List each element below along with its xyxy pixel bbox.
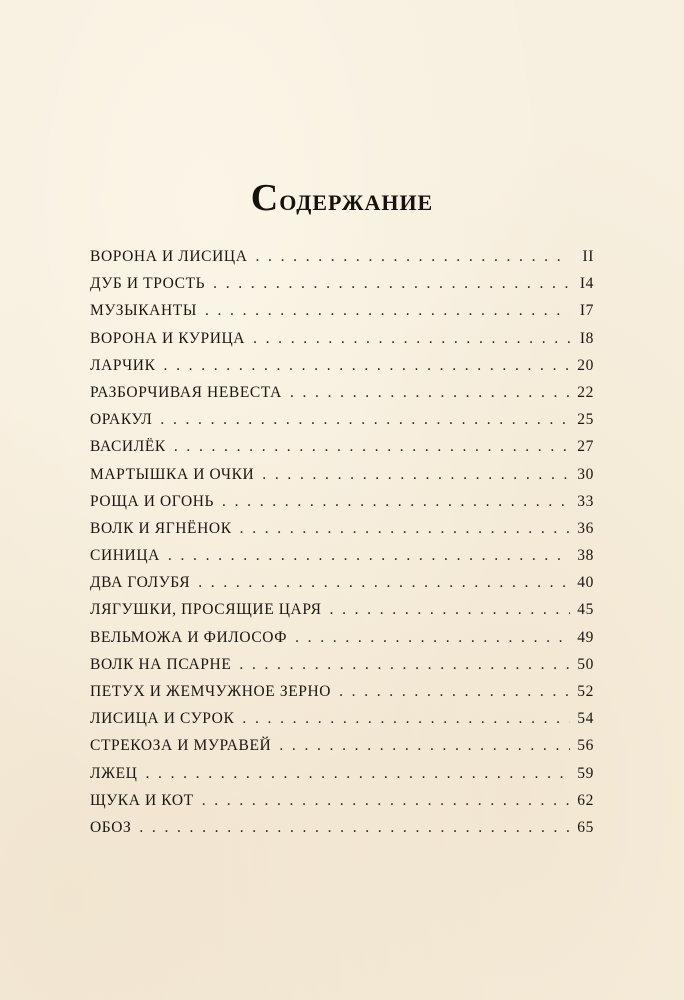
leader-dots xyxy=(239,656,570,674)
toc-entry-title: ДВА ГОЛУБЯ xyxy=(90,574,191,592)
toc-page-number: 65 xyxy=(577,818,594,836)
toc-page-number: 27 xyxy=(577,438,594,456)
leader-dots xyxy=(205,302,570,320)
leader-dots xyxy=(202,792,570,810)
toc-page-number: II xyxy=(582,248,594,265)
title-rest: одержание xyxy=(279,181,434,217)
leader-dots xyxy=(213,275,570,293)
toc-entry[interactable] xyxy=(90,547,594,574)
toc-entry-title: ОРАКУЛ xyxy=(90,411,153,429)
leader-dots xyxy=(145,765,570,783)
page-title xyxy=(0,176,684,220)
leader-dots xyxy=(330,601,570,619)
leader-dots xyxy=(339,683,570,701)
leader-dots xyxy=(139,819,570,837)
toc-entry[interactable] xyxy=(90,411,594,438)
table-of-contents xyxy=(90,248,594,846)
toc-entry[interactable] xyxy=(90,493,594,520)
toc-entry-title: ВОЛК НА ПСАРНЕ xyxy=(90,655,232,673)
toc-entry[interactable] xyxy=(90,792,594,819)
leader-dots xyxy=(240,520,570,538)
toc-entry[interactable] xyxy=(90,737,594,764)
toc-page-number: 30 xyxy=(577,465,594,483)
toc-page-number: 20 xyxy=(577,356,594,374)
toc-entry[interactable] xyxy=(90,330,594,357)
toc-entry[interactable] xyxy=(90,629,594,656)
toc-page-number: 22 xyxy=(577,383,594,401)
toc-entry-title: МУЗЫКАНТЫ xyxy=(90,302,197,320)
leader-dots xyxy=(279,737,570,755)
toc-entry-title: РАЗБОРЧИВАЯ НЕВЕСТА xyxy=(90,383,282,401)
toc-page-number: 45 xyxy=(577,601,594,619)
toc-entry-title: ВОРОНА И ЛИСИЦА xyxy=(90,248,248,265)
toc-entry[interactable] xyxy=(90,302,594,329)
toc-entry[interactable] xyxy=(90,656,594,683)
toc-entry-title: ЩУКА И КОТ xyxy=(90,791,194,809)
toc-entry-title: ДУБ И ТРОСТЬ xyxy=(90,275,206,293)
toc-page-number: I8 xyxy=(579,329,594,347)
toc-page-number: 56 xyxy=(577,737,594,755)
toc-entry-title: СИНИЦА xyxy=(90,547,160,565)
toc-page-number: 40 xyxy=(577,574,594,592)
leader-dots xyxy=(242,710,570,728)
toc-entry-title: ОБОЗ xyxy=(90,818,132,836)
toc-page-number: 49 xyxy=(577,628,594,646)
toc-entry[interactable] xyxy=(90,683,594,710)
leader-dots xyxy=(290,384,570,402)
toc-entry[interactable] xyxy=(90,384,594,411)
leader-dots xyxy=(256,248,571,266)
toc-entry-title: ПЕТУХ И ЖЕМЧУЖНОЕ ЗЕРНО xyxy=(90,683,332,700)
leader-dots xyxy=(198,574,570,592)
leader-dots xyxy=(164,357,570,375)
toc-entry-title: СТРЕКОЗА И МУРАВЕЙ xyxy=(90,737,272,755)
toc-page-number: 38 xyxy=(577,547,594,565)
leader-dots xyxy=(262,466,570,484)
toc-entry[interactable] xyxy=(90,438,594,465)
toc-page-number: 59 xyxy=(577,764,594,782)
toc-entry-title: ВОЛК И ЯГНЁНОК xyxy=(90,519,232,537)
toc-entry[interactable] xyxy=(90,357,594,384)
toc-entry-title: ЛЯГУШКИ, ПРОСЯЩИЕ ЦАРЯ xyxy=(90,601,322,619)
toc-page-number: 52 xyxy=(577,683,594,700)
toc-page-number: 33 xyxy=(577,492,594,510)
leader-dots xyxy=(222,493,570,511)
toc-page-number: I7 xyxy=(579,302,594,320)
leader-dots xyxy=(168,547,570,565)
toc-entry-title: ЛИСИЦА И СУРОК xyxy=(90,710,235,728)
toc-page-number: 36 xyxy=(577,519,594,537)
toc-entry-title: ВАСИЛЁК xyxy=(90,438,166,456)
toc-entry[interactable] xyxy=(90,765,594,792)
toc-page-number: 54 xyxy=(577,710,594,728)
toc-entry[interactable] xyxy=(90,819,594,846)
toc-page-number: 50 xyxy=(577,655,594,673)
toc-entry[interactable] xyxy=(90,710,594,737)
toc-entry-title: ВОРОНА И КУРИЦА xyxy=(90,329,246,347)
toc-entry[interactable] xyxy=(90,601,594,628)
toc-entry-title: ЛАРЧИК xyxy=(90,356,156,374)
toc-entry[interactable] xyxy=(90,275,594,302)
toc-entry[interactable] xyxy=(90,248,594,275)
toc-page-number: I4 xyxy=(579,275,594,293)
toc-page-number: 25 xyxy=(577,411,594,429)
toc-entry[interactable] xyxy=(90,520,594,547)
leader-dots xyxy=(174,438,570,456)
leader-dots xyxy=(295,629,570,647)
toc-entry-title: МАРТЫШКА И ОЧКИ xyxy=(90,465,255,483)
title-drop-cap: С xyxy=(250,177,280,219)
toc-entry-title: РОЩА И ОГОНЬ xyxy=(90,492,215,510)
leader-dots xyxy=(160,411,570,429)
toc-entry[interactable] xyxy=(90,466,594,493)
leader-dots xyxy=(253,330,570,348)
toc-page-number: 62 xyxy=(577,791,594,809)
toc-entry-title: ВЕЛЬМОЖА И ФИЛОСОФ xyxy=(90,628,288,646)
toc-entry[interactable] xyxy=(90,574,594,601)
toc-entry-title: ЛЖЕЦ xyxy=(90,764,138,782)
